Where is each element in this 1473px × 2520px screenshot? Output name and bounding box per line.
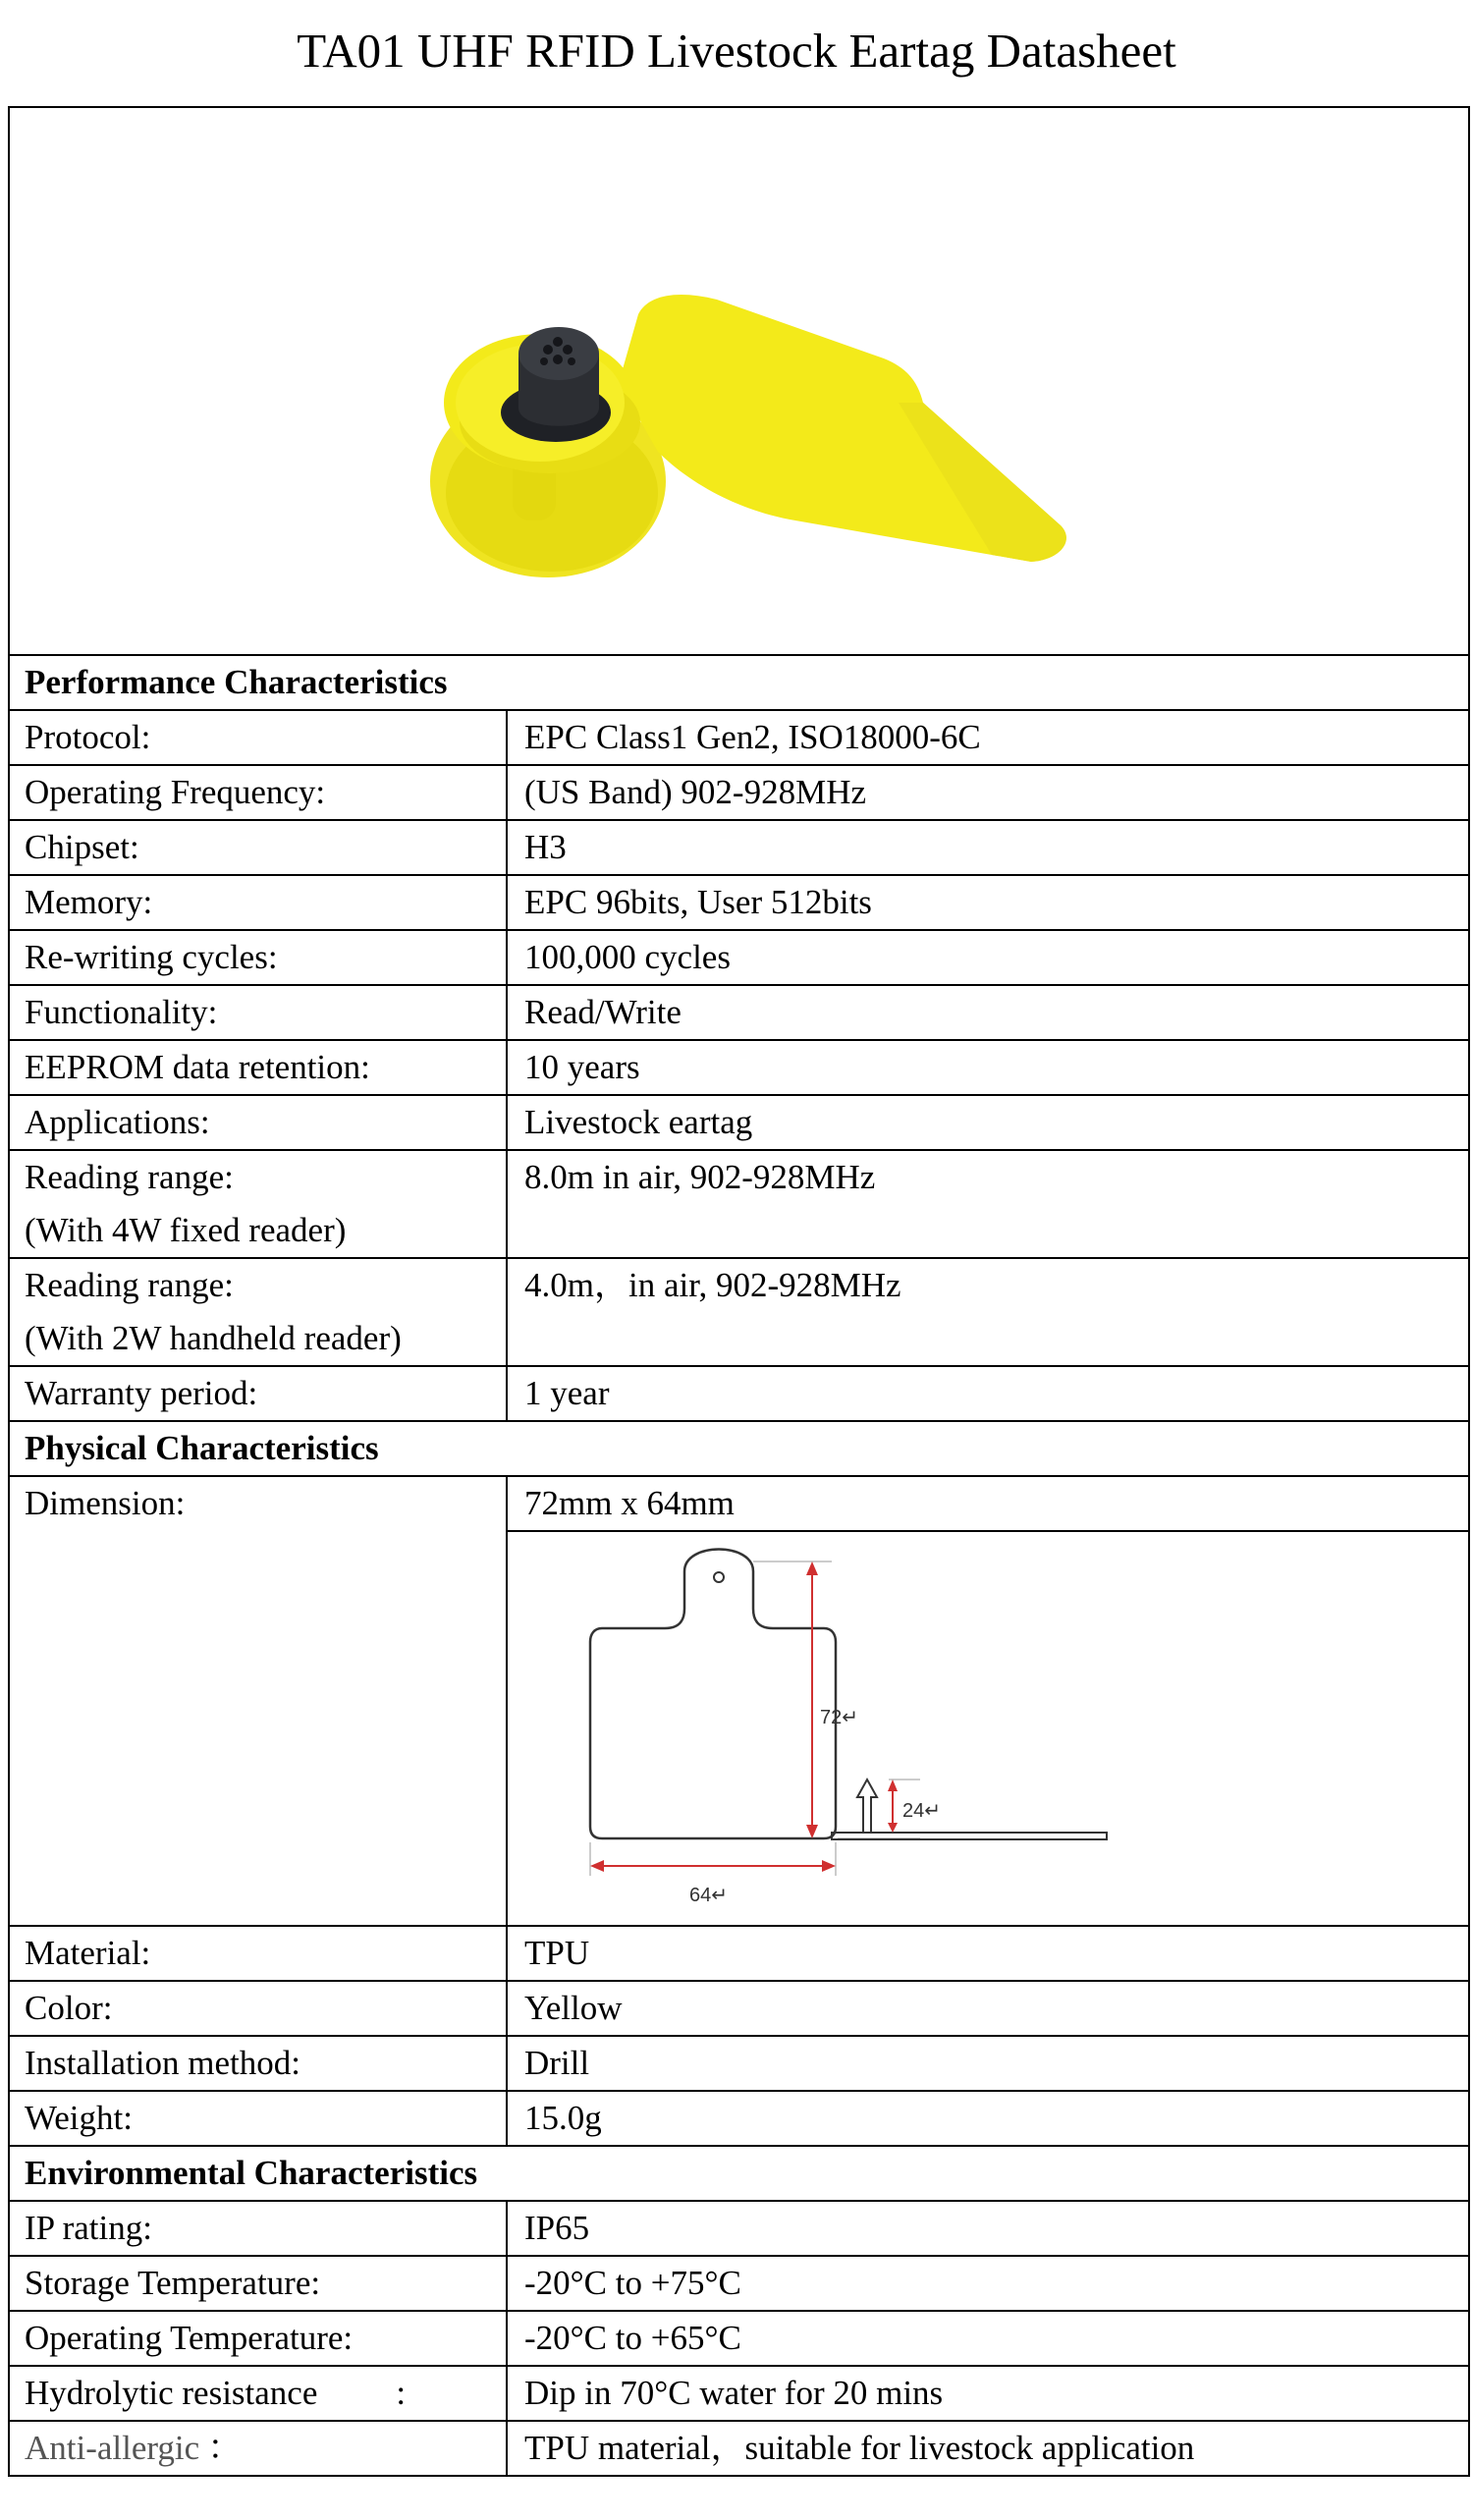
spec-value: 1 year: [507, 1366, 1469, 1421]
spec-label-text: Hydrolytic resistance: [25, 2374, 318, 2412]
spec-label: Dimension:: [9, 1476, 507, 1926]
spec-row: [9, 875, 1469, 930]
spec-label-line1: Reading range:: [25, 1158, 234, 1196]
spec-label: Material:: [9, 1926, 507, 1981]
spec-label: EEPROM data retention:: [9, 1040, 507, 1095]
section-performance: [9, 655, 1469, 710]
spec-row: [9, 2421, 1469, 2476]
spec-label: Operating Frequency:: [9, 765, 507, 820]
spec-row: [9, 1926, 1469, 1981]
section-performance-title: Performance Characteristics: [9, 655, 1469, 710]
spec-row: [9, 1150, 1469, 1258]
tag-hole: [714, 1572, 724, 1582]
spec-value: -20°C to +65°C: [507, 2311, 1469, 2366]
product-photo-cell: [9, 107, 1469, 655]
tag-outline: [590, 1550, 836, 1839]
spec-label: Operating Temperature:: [9, 2311, 507, 2366]
spec-value: (US Band) 902-928MHz: [507, 765, 1469, 820]
spec-row: [9, 2311, 1469, 2366]
spec-value: 4.0m，in air, 902-928MHz: [507, 1258, 1469, 1366]
spec-row: [9, 930, 1469, 985]
spec-label: Storage Temperature:: [9, 2256, 507, 2311]
spec-row: [9, 1476, 1469, 1531]
spec-value: IP65: [507, 2201, 1469, 2256]
spec-label: [9, 2421, 507, 2476]
spec-label: Re-writing cycles:: [9, 930, 507, 985]
spec-value: EPC Class1 Gen2, ISO18000-6C: [507, 710, 1469, 765]
spec-label: Applications:: [9, 1095, 507, 1150]
spec-row: [9, 2036, 1469, 2091]
spec-label: [9, 1258, 507, 1366]
spec-row: [9, 2256, 1469, 2311]
spec-label-colon: :: [396, 2374, 407, 2412]
section-environmental: [9, 2146, 1469, 2201]
spec-label: Chipset:: [9, 820, 507, 875]
spec-label: Weight:: [9, 2091, 507, 2146]
spec-row: [9, 985, 1469, 1040]
spec-row: [9, 710, 1469, 765]
spec-label-line2: (With 2W handheld reader): [25, 1319, 402, 1357]
side-view-stud: [857, 1780, 877, 1833]
dimension-drawing: [508, 1532, 1470, 1909]
spec-value: 72mm x 64mm: [507, 1476, 1469, 1531]
page-title: TA01 UHF RFID Livestock Eartag Datasheet: [297, 24, 1176, 78]
spec-label: [9, 2366, 507, 2421]
photo-row: [9, 107, 1469, 655]
spec-label: IP rating:: [9, 2201, 507, 2256]
spec-label-line1: Reading range:: [25, 1266, 234, 1304]
spec-value: 100,000 cycles: [507, 930, 1469, 985]
spec-row: [9, 2091, 1469, 2146]
spec-label: Color:: [9, 1981, 507, 2036]
spec-label: Installation method:: [9, 2036, 507, 2091]
spec-row: [9, 2201, 1469, 2256]
spec-value: 15.0g: [507, 2091, 1469, 2146]
spec-row: [9, 1258, 1469, 1366]
spec-value: Livestock eartag: [507, 1095, 1469, 1150]
section-physical: [9, 1421, 1469, 1476]
spec-row: [9, 1095, 1469, 1150]
spec-value: Dip in 70°C water for 20 mins: [507, 2366, 1469, 2421]
spec-value: H3: [507, 820, 1469, 875]
spec-label: Protocol:: [9, 710, 507, 765]
spec-value: -20°C to +75°C: [507, 2256, 1469, 2311]
spec-row: [9, 2366, 1469, 2421]
section-physical-title: Physical Characteristics: [9, 1421, 1469, 1476]
thickness-dimension-label: 24↵: [902, 1800, 942, 1822]
spec-label-text: Anti-allergic: [25, 2429, 200, 2467]
eartag-photo: [10, 108, 1470, 654]
datasheet-table: [8, 106, 1470, 2477]
section-environmental-title: Environmental Characteristics: [9, 2146, 1469, 2201]
spec-value: 10 years: [507, 1040, 1469, 1095]
dimension-drawing-cell: [507, 1531, 1469, 1926]
spec-value: Read/Write: [507, 985, 1469, 1040]
spec-label: Functionality:: [9, 985, 507, 1040]
spec-value: Yellow: [507, 1981, 1469, 2036]
spec-value: 8.0m in air, 902-928MHz: [507, 1150, 1469, 1258]
spec-label: [9, 1150, 507, 1258]
spec-row: [9, 820, 1469, 875]
height-dimension-label: 72↵: [820, 1707, 859, 1728]
width-dimension-label: 64↵: [689, 1885, 729, 1906]
spec-value: TPU: [507, 1926, 1469, 1981]
spec-row: [9, 1366, 1469, 1421]
spec-row: [9, 765, 1469, 820]
spec-value: Drill: [507, 2036, 1469, 2091]
spec-value: EPC 96bits, User 512bits: [507, 875, 1469, 930]
spec-row: [9, 1981, 1469, 2036]
spec-label: Memory:: [9, 875, 507, 930]
spec-label: Warranty period:: [9, 1366, 507, 1421]
spec-label-colon: ：: [207, 2429, 243, 2467]
spec-row: [9, 1040, 1469, 1095]
spec-label-line2: (With 4W fixed reader): [25, 1211, 347, 1249]
spec-value: TPU material，suitable for livestock application: [507, 2421, 1469, 2476]
